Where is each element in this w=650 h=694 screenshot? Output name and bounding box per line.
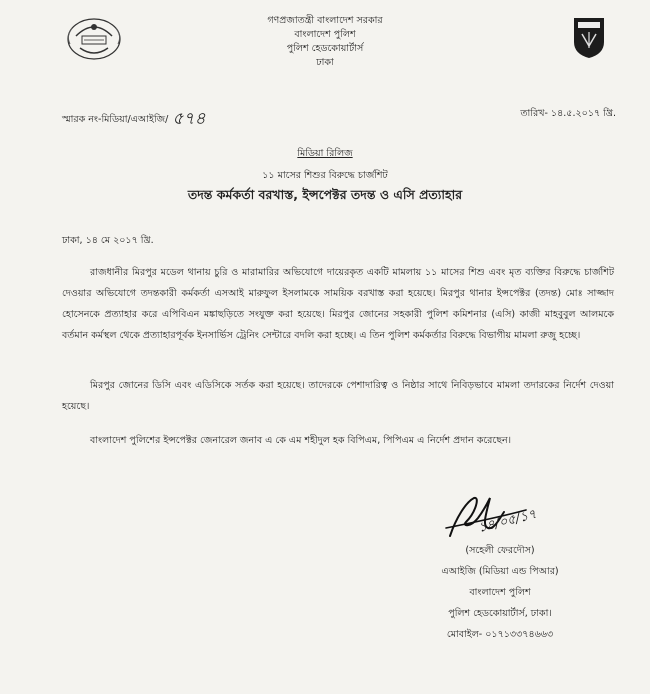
dateline: ঢাকা, ১৪ মে ২০১৭ খ্রি. [62, 235, 154, 246]
signer-office: পুলিশ হেডকোয়ার্টার্স, ঢাকা। [448, 608, 552, 619]
header-line-police: বাংলাদেশ পুলিশ [294, 29, 356, 40]
header-line-headquarters: পুলিশ হেডকোয়ার্টার্স [286, 43, 364, 54]
police-shield-logo-icon [572, 16, 606, 60]
memo-reference-number: ৫৭৪ [172, 109, 206, 129]
letterhead [200, 14, 450, 70]
body-paragraph-1: রাজধানীর মিরপুর মডেল থানায় চুরি ও মারামারির অভিযোগে দায়েরকৃত একটি মামলায় ১১ মাসের শিশু এবং মৃত ব্যক্তির বিরুদ্ধে চার্জশিট দেওয়ার অভিযোগে তদন্তকারী কর্মকর্তা এসআই মারুফুল ইসলামকে সাময়িক বরখাস্ত করা হয়েছে। মিরপুর থানার ইন্সপেক্টর (তদন্ত) মোঃ সাজ্জাদ হোসেনকে প্রত্যাহার করে এপিবিএন মঙ্কাছড়িতে সংযুক্ত করা হয়েছে। মিরপুর জোনের সহকারী পুলিশ কমিশনার (এসি) কাজী মাহবুবুল আলমকে বর্তমান কর্মস্থল থেকে প্রত্যাহারপূর্বক ইনসার্ভিস ট্রেনিং সেন্টারে বদলি করা হচ্ছে। এ তিন পুলিশ কর্মকর্তার বিরুদ্ধে বিভাগীয় মামলা রুজু হচ্ছে। [62, 267, 614, 341]
release-title: মিডিয়া রিলিজ [297, 148, 353, 159]
body-paragraph-3: বাংলাদেশ পুলিশের ইন্সপেক্টর জেনারেল জনাব এ কে এম শহীদুল হক বিপিএম, পিপিএম এ নির্দেশ প্রদান করেছেন। [90, 435, 512, 446]
bangladesh-police-emblem-icon [62, 14, 126, 64]
signer-title: এআইজি (মিডিয়া এন্ড পিআর) [441, 566, 559, 577]
signer-mobile: মোবাইল- ০১৭১৩৩৭৪৬৬৩ [446, 629, 554, 640]
signer-organization: বাংলাদেশ পুলিশ [469, 587, 531, 598]
body-paragraph-2: মিরপুর জোনের ডিসি এবং এডিসিকে সর্তক করা হয়েছে। তাদেরকে পেশাদারিত্ব ও নিষ্ঠার সাথে নিবিড়ভাবে মামলা তদারকের নির্দেশ দেওয়া হয়েছে। [62, 380, 614, 412]
memo-date: তারিখ- ১৪.৫.২০১৭ খ্রি. [520, 108, 616, 119]
memo-reference [62, 106, 206, 134]
header-line-city: ঢাকা [316, 57, 334, 68]
header-line-government: গণপ্রজাতন্ত্রী বাংলাদেশ সরকার [267, 15, 383, 26]
memo-reference-label: স্মারক নং-মিডিয়া/এআইজি/ [62, 114, 169, 125]
signer-block [400, 540, 600, 645]
signer-name: (সহেলী ফেরদৌস) [465, 545, 535, 556]
release-headline: তদন্ত কর্মকর্তা বরখাস্ত, ইন্সপেক্টর তদন্ত ও এসি প্রত্যাহার [187, 187, 463, 202]
signature-handwritten-date: ১৪/০৫/১৭ [476, 507, 539, 536]
release-subtitle: ১১ মাসের শিশুর বিরুদ্ধে চার্জশিট [262, 170, 388, 181]
